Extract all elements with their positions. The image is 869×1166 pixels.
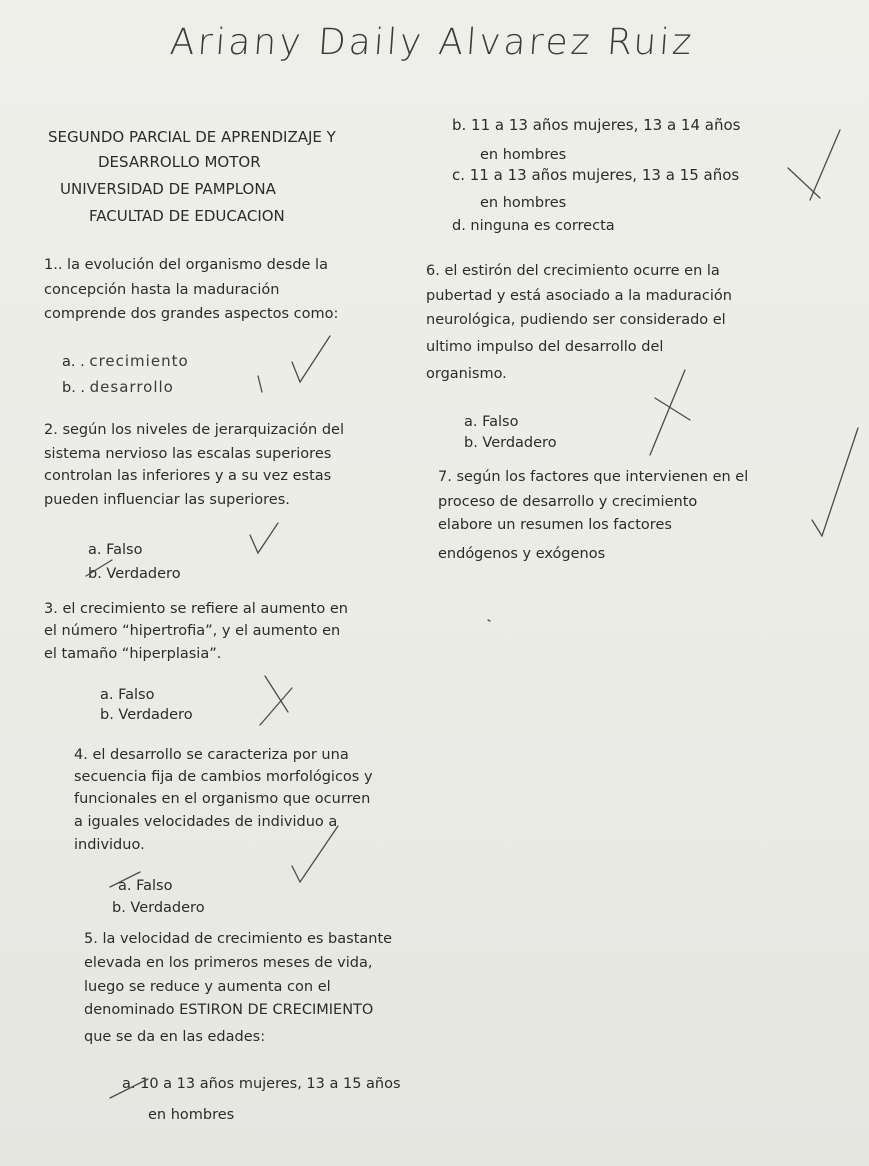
q6-line-2: pubertad y está asociado a la maduración bbox=[426, 288, 732, 304]
q1-line-1: 1.. la evolución del organismo desde la bbox=[44, 257, 328, 273]
q3-x-mark bbox=[260, 676, 292, 725]
header-line-2: DESARROLLO MOTOR bbox=[98, 153, 261, 171]
q4-a-strike bbox=[110, 872, 140, 887]
q5-option-c-line-1: c. 11 a 13 años mujeres, 13 a 15 años bbox=[452, 166, 740, 184]
q4-option-a: a. Falso bbox=[118, 878, 173, 894]
q5-line-4: denominado ESTIRON DE CRECIMIENTO bbox=[84, 1002, 374, 1018]
q6-line-3: neurológica, pudiendo ser considerado el bbox=[426, 312, 726, 328]
q5-option-a-line-1: a. 10 a 13 años mujeres, 13 a 15 años bbox=[122, 1076, 401, 1092]
q5-x-mark bbox=[788, 130, 840, 200]
q5-option-a-line-2: en hombres bbox=[148, 1107, 235, 1123]
student-name-handwritten: Ariany Daily Alvarez Ruiz bbox=[168, 22, 696, 63]
q4-line-2: secuencia fija de cambios morfológicos y bbox=[74, 769, 373, 785]
q7-line-4: endógenos y exógenos bbox=[438, 546, 606, 562]
q4-line-4: a iguales velocidades de individuo a bbox=[74, 814, 338, 830]
q6-x-mark bbox=[650, 370, 690, 455]
q7-line-3: elabore un resumen los factores bbox=[438, 517, 672, 533]
q6-line-4: ultimo impulso del desarrollo del bbox=[426, 339, 664, 355]
q6-line-5: organismo. bbox=[426, 366, 507, 382]
q6-option-a: a. Falso bbox=[464, 414, 519, 430]
q2-b-strike bbox=[86, 560, 112, 576]
q1-option-b-prefix: b. . bbox=[62, 380, 86, 396]
q5-line-2: elevada en los primeros meses de vida, bbox=[84, 955, 373, 971]
q3-option-a: a. Falso bbox=[100, 687, 155, 703]
header-line-4: FACULTAD DE EDUCACION bbox=[89, 207, 285, 225]
q1-option-a-prefix: a. . bbox=[62, 354, 85, 370]
q5-option-b-line-1: b. 11 a 13 años mujeres, 13 a 14 años bbox=[452, 116, 741, 134]
q2-line-2: sistema nervioso las escalas superiores bbox=[44, 446, 332, 462]
q2-line-3: controlan las inferiores y a su vez estas bbox=[44, 468, 332, 484]
q3-option-b: b. Verdadero bbox=[100, 707, 193, 723]
q5-line-3: luego se reduce y aumenta con el bbox=[84, 979, 331, 995]
q6-option-b: b. Verdadero bbox=[464, 435, 557, 451]
q4-option-b: b. Verdadero bbox=[112, 900, 205, 916]
q1-b-tick bbox=[258, 376, 262, 392]
q3-line-1: 3. el crecimiento se refiere al aumento en bbox=[44, 601, 348, 617]
q2-checkmark bbox=[250, 523, 278, 553]
q5-a-strike bbox=[110, 1079, 148, 1098]
q2-option-a: a. Falso bbox=[88, 542, 143, 558]
q4-line-3: funcionales en el organismo que ocurren bbox=[74, 791, 371, 807]
q5-line-1: 5. la velocidad de crecimiento es bastante bbox=[84, 931, 393, 947]
header-line-1: SEGUNDO PARCIAL DE APRENDIZAJE Y bbox=[48, 128, 336, 146]
q4-line-1: 4. el desarrollo se caracteriza por una bbox=[74, 747, 349, 763]
q4-line-5: individuo. bbox=[74, 837, 145, 853]
q5-option-d: d. ninguna es correcta bbox=[452, 218, 615, 234]
q3-line-2: el número “hipertrofia”, y el aumento en bbox=[44, 623, 341, 639]
q1-checkmark bbox=[292, 336, 330, 382]
q2-option-b: b. Verdadero bbox=[88, 566, 181, 582]
q5-option-c-line-2: en hombres bbox=[480, 195, 567, 211]
q6-line-1: 6. el estirón del crecimiento ocurre en la bbox=[426, 263, 720, 279]
q2-line-1: 2. según los niveles de jerarquización del bbox=[44, 422, 344, 438]
header-line-3: UNIVERSIDAD DE PAMPLONA bbox=[60, 180, 276, 198]
q1-line-2: concepción hasta la maduración bbox=[44, 282, 280, 298]
q7-line-2: proceso de desarrollo y crecimiento bbox=[438, 494, 698, 510]
q1-answer-b-handwritten: desarrollo bbox=[89, 378, 174, 396]
q1-line-3: comprende dos grandes aspectos como: bbox=[44, 306, 339, 322]
q5-option-b-line-2: en hombres bbox=[480, 147, 567, 163]
q4-checkmark bbox=[292, 826, 338, 882]
q7-checkmark bbox=[812, 428, 858, 536]
q3-line-3: el tamaño “hiperplasia”. bbox=[44, 646, 222, 662]
q1-answer-a-handwritten: crecimiento bbox=[89, 352, 189, 370]
q7-line-1: 7. según los factores que intervienen en el bbox=[438, 469, 749, 485]
q2-line-4: pueden influenciar las superiores. bbox=[44, 492, 290, 508]
dot-mark bbox=[488, 620, 490, 621]
q5-line-5: que se da en las edades: bbox=[84, 1029, 266, 1045]
